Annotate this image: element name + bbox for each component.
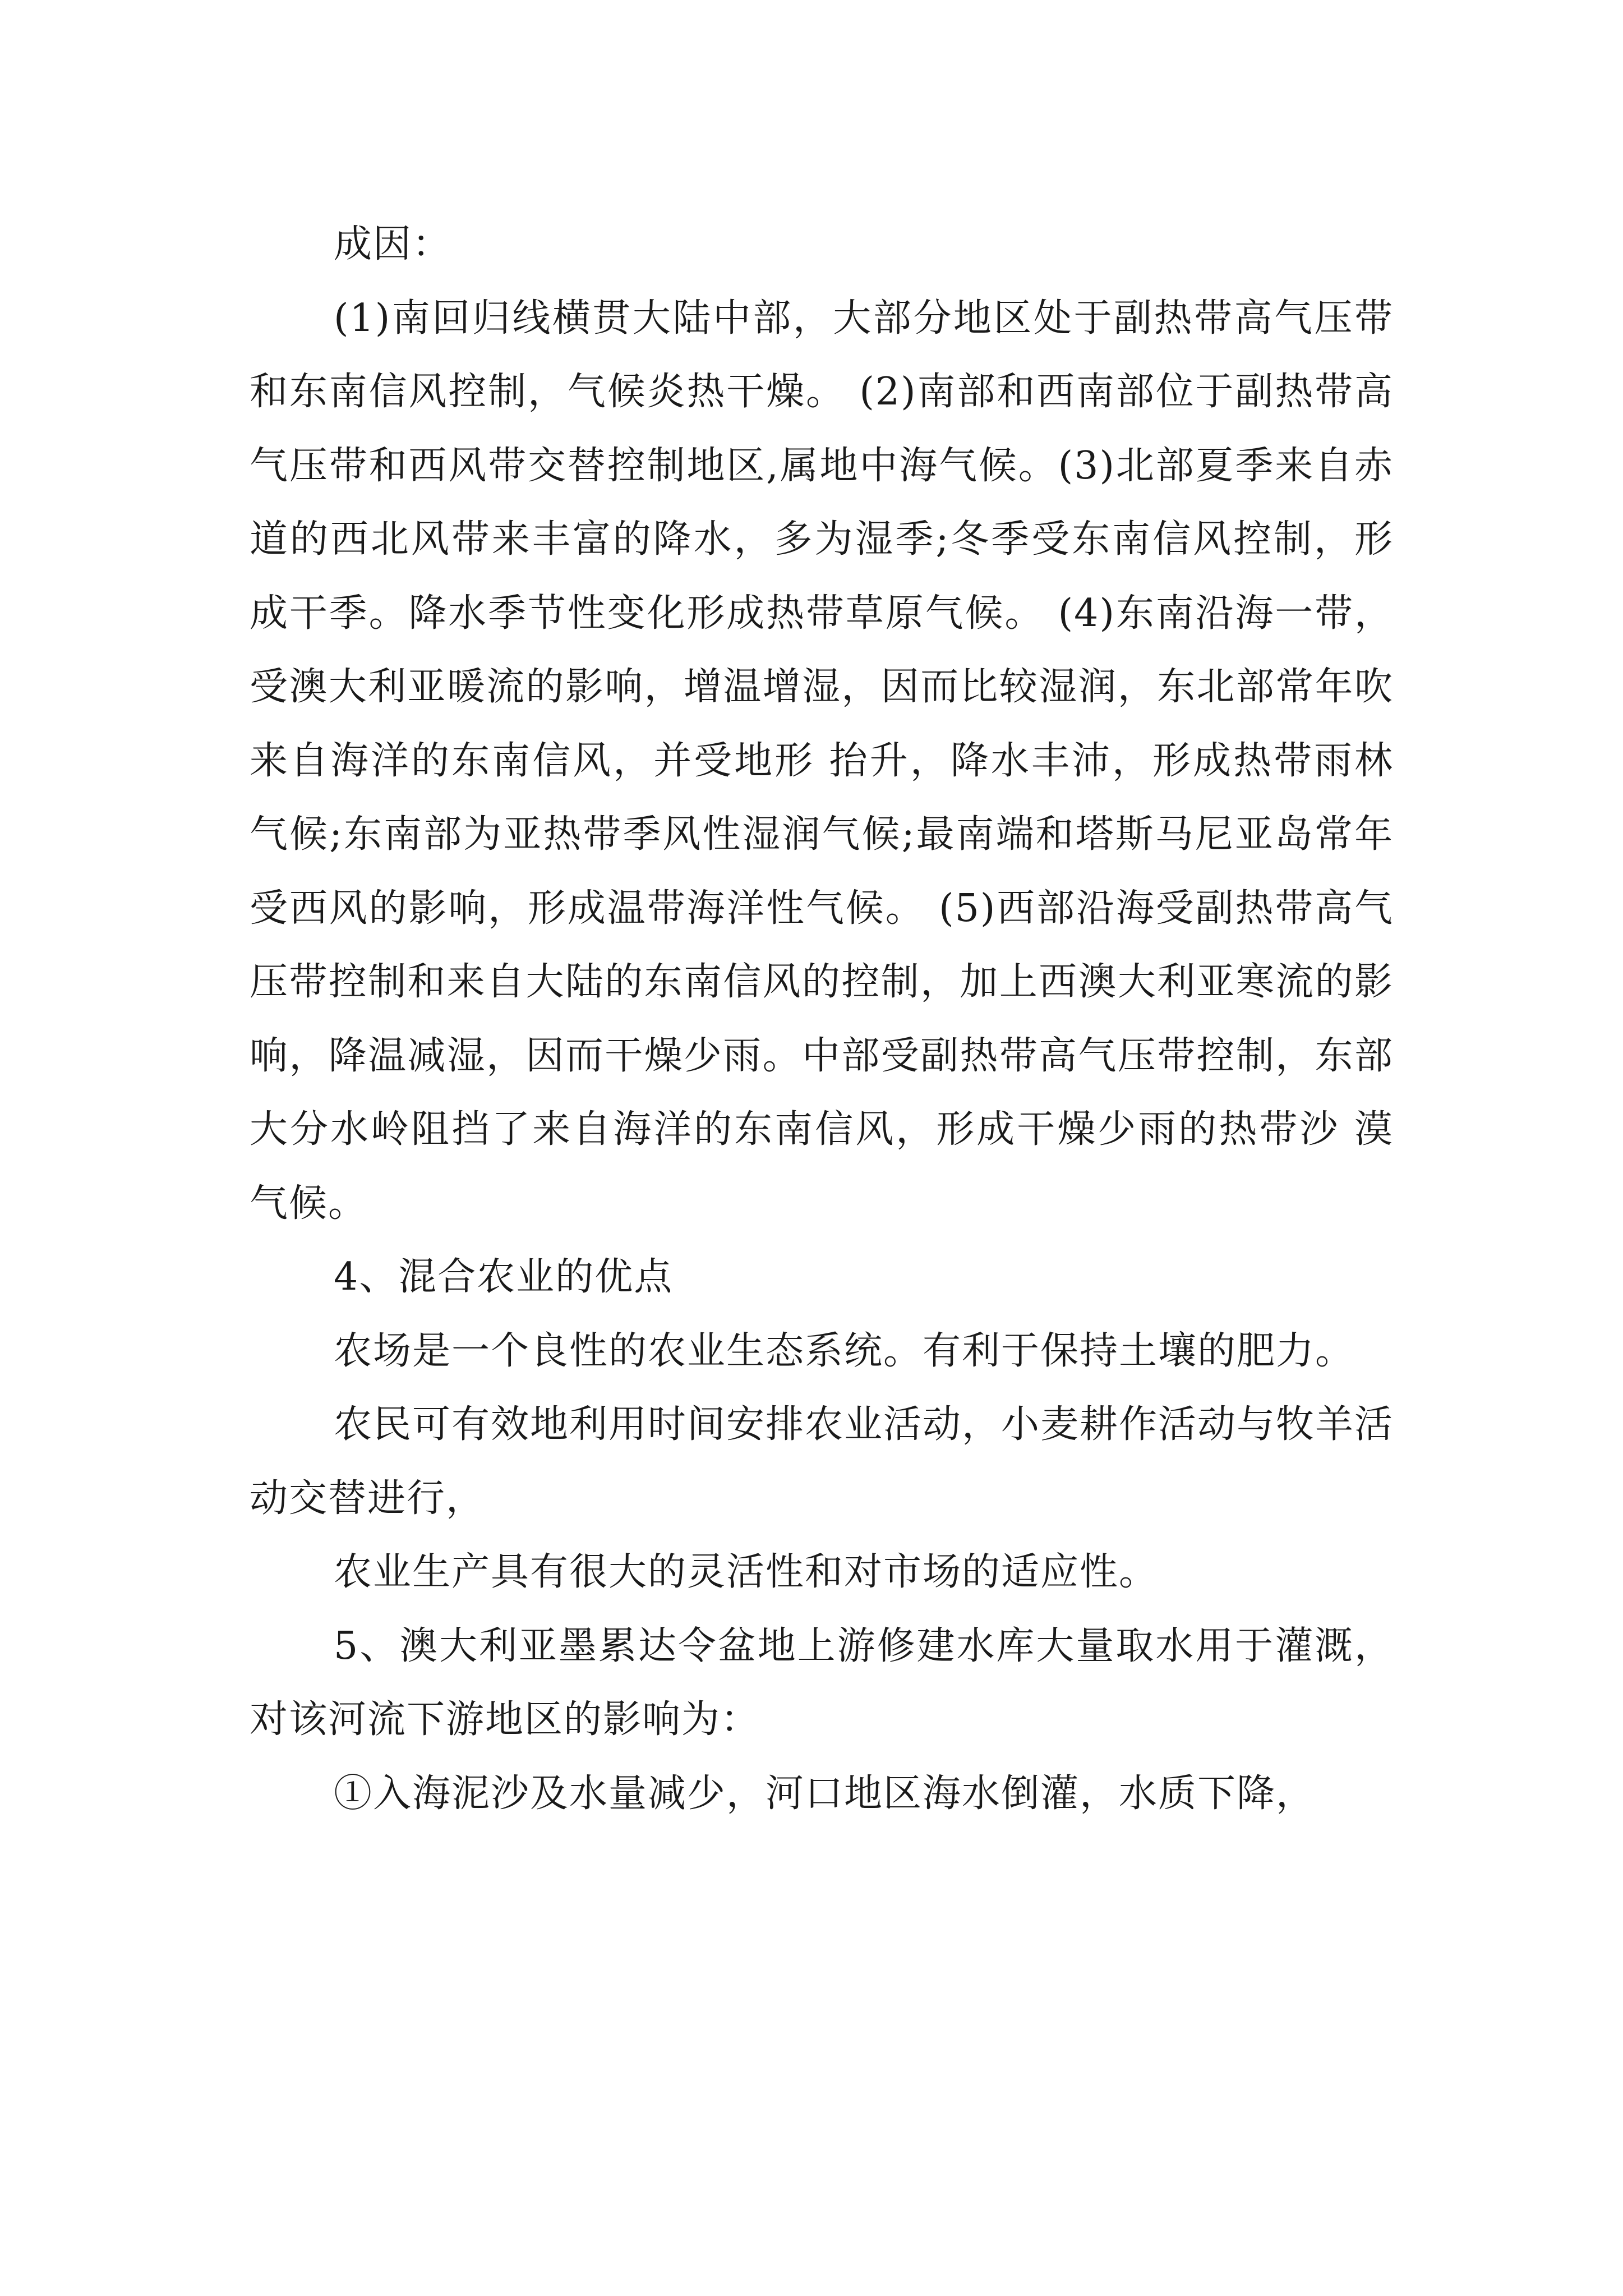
paragraph-farm-ecosystem: 农场是一个良性的农业生态系统。有利于保持土壤的肥力。 [334,1328,1355,1373]
paragraph-causes-heading: 成因： [334,222,452,266]
document-body [250,208,1394,1830]
paragraph-mixed-farming-heading: 4、混合农业的优点 [334,1255,674,1299]
paragraph-farmer-time: 农民可有效地利用时间安排农业活动，小麦耕作活动与牧羊活动交替进行， [250,1402,1394,1521]
paragraph-downstream-impact: ①入海泥沙及水量减少，河口地区海水倒灌，水质下降， [334,1771,1316,1816]
paragraph-climate-causes: (1)南回归线横贯大陆中部，大部分地区处于副热带高气压带和东南信风控制，气候炎热干燥。 (2)南部和西南部位于副热带高气压带和西风带交替控制地区,属地中海气候。(3)北部夏季来自赤道的西北风带来丰富的降水，多为湿季;冬季受东南信风控制，形成干季。降水季节性变化形成热带草原气候。 (4)东南沿海一带，受澳大利亚暖流的影响，增温增湿，因而比较湿润，东北部常年吹来自海洋的东南信风，并受地形 抬升，降水丰沛，形成热带雨林气候;东南部为亚热带季风性湿润气候;最南端和塔斯马尼亚岛常年受西风的影响，形成温带海洋性气候。 (5)西部沿海受副热带高气压带控制和来自大陆的东南信风的控制，加上西澳大利亚寒流的影响，降温减湿，因而干燥少雨。中部受副热带高气压带控制，东部大分水岭阻挡了来自海洋的东南信风，形成干燥少雨的热带沙 漠气候。 [250,296,1394,1226]
paragraph-murray-darling-heading: 5、澳大利亚墨累达令盆地上游修建水库大量取水用于灌溉，对该河流下游地区的影响为： [250,1623,1394,1742]
paragraph-flexibility: 农业生产具有很大的灵活性和对市场的适应性。 [334,1550,1159,1594]
